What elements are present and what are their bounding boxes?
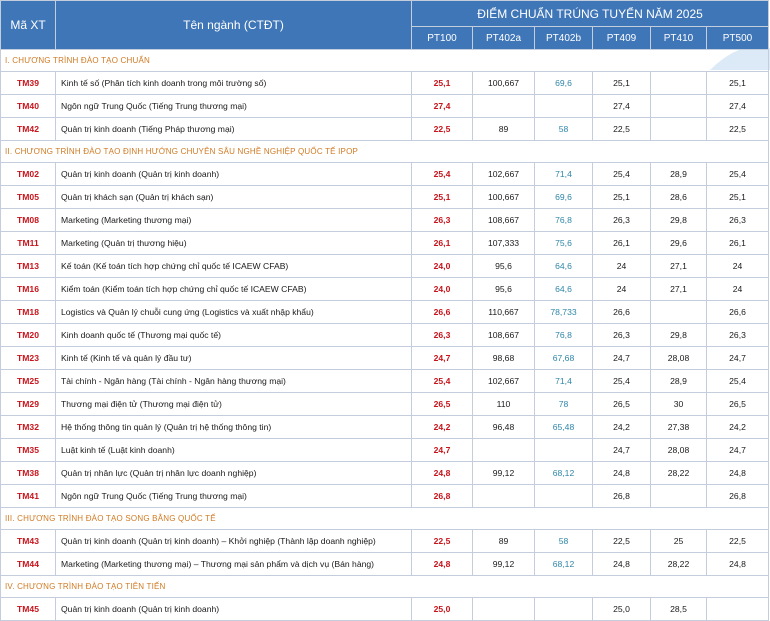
cell-name: Kế toán (Kế toán tích hợp chứng chỉ quốc tế ICAEW CFAB)	[56, 255, 412, 278]
cell-pt409: 24	[593, 278, 651, 301]
cell-pt100: 26,3	[412, 324, 473, 347]
cell-pt410: 28,9	[651, 370, 707, 393]
cell-pt402b	[535, 598, 593, 621]
cell-pt100: 24,7	[412, 439, 473, 462]
cell-pt100: 22,5	[412, 530, 473, 553]
cell-pt409: 25,0	[593, 598, 651, 621]
cell-pt409: 26,5	[593, 393, 651, 416]
cell-pt100: 24,8	[412, 553, 473, 576]
cell-pt500: 26,6	[707, 301, 769, 324]
cell-pt100: 25,4	[412, 163, 473, 186]
cell-pt500: 24,2	[707, 416, 769, 439]
cell-pt100: 25,1	[412, 72, 473, 95]
cell-code: TM08	[1, 209, 56, 232]
cell-pt402b	[535, 485, 593, 508]
cell-name: Marketing (Marketing thương mại) – Thương mại sản phẩm và dịch vụ (Bán hàng)	[56, 553, 412, 576]
cell-code: TM42	[1, 118, 56, 141]
cell-pt402b: 75,6	[535, 232, 593, 255]
header-pt402a: PT402a	[473, 27, 535, 50]
cell-code: TM39	[1, 72, 56, 95]
table-row	[1, 232, 769, 255]
cell-pt410: 27,38	[651, 416, 707, 439]
cell-pt402b: 71,4	[535, 370, 593, 393]
cell-name: Kiểm toán (Kiểm toán tích hợp chứng chỉ quốc tế ICAEW CFAB)	[56, 278, 412, 301]
header-group-title: ĐIỂM CHUẨN TRÚNG TUYỂN NĂM 2025	[412, 1, 769, 27]
section-title: I. CHƯƠNG TRÌNH ĐÀO TẠO CHUẨN	[1, 50, 769, 72]
cell-pt402a: 110	[473, 393, 535, 416]
cell-pt100: 25,1	[412, 186, 473, 209]
cell-name: Quản trị kinh doanh (Tiếng Pháp thương mại)	[56, 118, 412, 141]
cell-name: Kinh doanh quốc tế (Thương mại quốc tế)	[56, 324, 412, 347]
cell-pt402b: 65,48	[535, 416, 593, 439]
section-title: IV. CHƯƠNG TRÌNH ĐÀO TẠO TIÊN TIẾN	[1, 576, 769, 598]
cell-pt402b: 69,6	[535, 186, 593, 209]
cell-pt500: 24,7	[707, 439, 769, 462]
cell-pt100: 25,4	[412, 370, 473, 393]
cell-code: TM18	[1, 301, 56, 324]
cell-pt500: 24,7	[707, 347, 769, 370]
cell-pt500: 22,5	[707, 530, 769, 553]
cell-pt410: 28,6	[651, 186, 707, 209]
cell-pt409: 26,3	[593, 209, 651, 232]
cell-name: Quản trị kinh doanh (Quản trị kinh doanh) – Khởi nghiệp (Thành lập doanh nghiệp)	[56, 530, 412, 553]
cell-pt409: 25,4	[593, 163, 651, 186]
table-row	[1, 163, 769, 186]
cell-pt410: 29,6	[651, 232, 707, 255]
cell-pt500: 27,4	[707, 95, 769, 118]
cell-pt402b: 67,68	[535, 347, 593, 370]
cell-code: TM38	[1, 462, 56, 485]
cell-pt402b	[535, 95, 593, 118]
cell-name: Tài chính - Ngân hàng (Tài chính - Ngân hàng thương mại)	[56, 370, 412, 393]
cell-pt409: 25,4	[593, 370, 651, 393]
table-row	[1, 278, 769, 301]
cell-pt410: 27,1	[651, 255, 707, 278]
cell-pt409: 26,1	[593, 232, 651, 255]
header-pt409: PT409	[593, 27, 651, 50]
cell-pt100: 22,5	[412, 118, 473, 141]
cell-pt402b: 64,6	[535, 278, 593, 301]
cell-pt410: 28,22	[651, 553, 707, 576]
cell-pt402a: 100,667	[473, 72, 535, 95]
cell-code: TM16	[1, 278, 56, 301]
cell-pt402b: 68,12	[535, 462, 593, 485]
cell-pt410	[651, 301, 707, 324]
cell-pt500: 26,3	[707, 324, 769, 347]
cell-name: Ngôn ngữ Trung Quốc (Tiếng Trung thương mại)	[56, 95, 412, 118]
cell-pt500	[707, 598, 769, 621]
cell-name: Kinh tế số (Phân tích kinh doanh trong môi trường số)	[56, 72, 412, 95]
cell-pt500: 22,5	[707, 118, 769, 141]
cell-pt409: 24,7	[593, 347, 651, 370]
cell-pt100: 26,6	[412, 301, 473, 324]
cell-name: Quản trị nhân lực (Quản trị nhân lực doanh nghiệp)	[56, 462, 412, 485]
cell-code: TM35	[1, 439, 56, 462]
table-row	[1, 95, 769, 118]
cell-code: TM41	[1, 485, 56, 508]
table-row	[1, 301, 769, 324]
table-row	[1, 393, 769, 416]
table-row	[1, 530, 769, 553]
cell-pt402a	[473, 485, 535, 508]
cell-pt402b: 78	[535, 393, 593, 416]
cell-pt402a: 99,12	[473, 553, 535, 576]
table-row	[1, 118, 769, 141]
cell-pt409: 26,8	[593, 485, 651, 508]
cell-pt500: 25,4	[707, 163, 769, 186]
cell-name: Kinh tế (Kinh tế và quản lý đầu tư)	[56, 347, 412, 370]
cell-pt402a	[473, 95, 535, 118]
table-row	[1, 553, 769, 576]
cell-name: Ngôn ngữ Trung Quốc (Tiếng Trung thương mại)	[56, 485, 412, 508]
cell-code: TM32	[1, 416, 56, 439]
cell-code: TM11	[1, 232, 56, 255]
cell-name: Marketing (Quản trị thương hiệu)	[56, 232, 412, 255]
cell-pt402a: 89	[473, 530, 535, 553]
cell-pt402a	[473, 439, 535, 462]
cell-pt100: 25,0	[412, 598, 473, 621]
cell-code: TM02	[1, 163, 56, 186]
cell-pt402a: 99,12	[473, 462, 535, 485]
cell-pt410	[651, 118, 707, 141]
cell-pt409: 26,6	[593, 301, 651, 324]
cell-pt402a: 98,68	[473, 347, 535, 370]
cell-pt402b: 58	[535, 530, 593, 553]
section-row	[1, 576, 769, 598]
cell-pt409: 24,8	[593, 553, 651, 576]
cell-pt410: 29,8	[651, 324, 707, 347]
cell-pt500: 24	[707, 278, 769, 301]
cell-name: Luật kinh tế (Luật kinh doanh)	[56, 439, 412, 462]
cell-pt402a: 96,48	[473, 416, 535, 439]
cell-name: Marketing (Marketing thương mại)	[56, 209, 412, 232]
cell-pt402a: 102,667	[473, 370, 535, 393]
cell-pt500: 24,8	[707, 462, 769, 485]
header-pt410: PT410	[651, 27, 707, 50]
cell-pt402b: 69,6	[535, 72, 593, 95]
table-row	[1, 370, 769, 393]
cell-pt500: 26,5	[707, 393, 769, 416]
cell-name: Quản trị kinh doanh (Quản trị kinh doanh)	[56, 598, 412, 621]
section-title: III. CHƯƠNG TRÌNH ĐÀO TẠO SONG BẰNG QUỐC TẾ	[1, 508, 769, 530]
cell-pt100: 24,8	[412, 462, 473, 485]
cell-pt410: 25	[651, 530, 707, 553]
cell-code: TM44	[1, 553, 56, 576]
cell-pt410	[651, 485, 707, 508]
cell-name: Logistics và Quản lý chuỗi cung ứng (Logistics và xuất nhập khẩu)	[56, 301, 412, 324]
cell-name: Hệ thống thông tin quản lý (Quản trị hệ thống thông tin)	[56, 416, 412, 439]
section-title: II. CHƯƠNG TRÌNH ĐÀO TẠO ĐỊNH HƯỚNG CHUYÊN SÂU NGHỀ NGHIỆP QUỐC TẾ IPOP	[1, 141, 769, 163]
cell-pt402b: 76,8	[535, 209, 593, 232]
cell-pt500: 26,1	[707, 232, 769, 255]
table-row	[1, 186, 769, 209]
cell-pt500: 26,3	[707, 209, 769, 232]
cell-pt402b: 76,8	[535, 324, 593, 347]
cell-pt100: 26,8	[412, 485, 473, 508]
cell-code: TM40	[1, 95, 56, 118]
table-body	[1, 50, 769, 621]
cell-pt409: 26,3	[593, 324, 651, 347]
cell-pt410: 28,22	[651, 462, 707, 485]
cell-pt500: 25,1	[707, 186, 769, 209]
cell-pt402b: 78,733	[535, 301, 593, 324]
cell-pt402a	[473, 598, 535, 621]
cell-code: TM13	[1, 255, 56, 278]
table-row	[1, 347, 769, 370]
cell-pt402b: 58	[535, 118, 593, 141]
cell-name: Thương mại điện tử (Thương mại điện tử)	[56, 393, 412, 416]
cell-pt402a: 100,667	[473, 186, 535, 209]
cell-code: TM20	[1, 324, 56, 347]
cell-pt410	[651, 72, 707, 95]
cell-pt409: 22,5	[593, 530, 651, 553]
cell-pt100: 27,4	[412, 95, 473, 118]
cell-code: TM45	[1, 598, 56, 621]
cell-pt402b: 64,6	[535, 255, 593, 278]
cell-pt409: 27,4	[593, 95, 651, 118]
cell-pt402a: 95,6	[473, 278, 535, 301]
header-program-name: Tên ngành (CTĐT)	[56, 1, 412, 50]
cell-pt409: 24,8	[593, 462, 651, 485]
cell-name: Quản trị khách sạn (Quản trị khách sạn)	[56, 186, 412, 209]
table-row	[1, 462, 769, 485]
cell-pt402a: 108,667	[473, 209, 535, 232]
cell-pt402a: 95,6	[473, 255, 535, 278]
cell-pt410: 28,08	[651, 347, 707, 370]
cell-pt500: 26,8	[707, 485, 769, 508]
table-row	[1, 598, 769, 621]
cell-pt402b: 71,4	[535, 163, 593, 186]
cell-pt410: 28,08	[651, 439, 707, 462]
cell-code: TM23	[1, 347, 56, 370]
cell-pt409: 24,7	[593, 439, 651, 462]
cell-pt100: 24,7	[412, 347, 473, 370]
cell-pt409: 25,1	[593, 72, 651, 95]
cell-pt410: 28,9	[651, 163, 707, 186]
cell-pt410: 28,5	[651, 598, 707, 621]
header-pt500: PT500	[707, 27, 769, 50]
cell-pt500: 25,1	[707, 72, 769, 95]
cell-name: Quản trị kinh doanh (Quản trị kinh doanh)	[56, 163, 412, 186]
section-row	[1, 141, 769, 163]
section-row	[1, 508, 769, 530]
cell-pt410: 29,8	[651, 209, 707, 232]
cell-pt402a: 89	[473, 118, 535, 141]
header-pt100: PT100	[412, 27, 473, 50]
header-code: Mã XT	[1, 1, 56, 50]
cell-pt100: 26,5	[412, 393, 473, 416]
cell-pt402a: 110,667	[473, 301, 535, 324]
cell-pt410: 27,1	[651, 278, 707, 301]
section-row	[1, 50, 769, 72]
cell-pt402a: 107,333	[473, 232, 535, 255]
cell-pt409: 25,1	[593, 186, 651, 209]
table-row	[1, 324, 769, 347]
cell-pt410: 30	[651, 393, 707, 416]
cell-code: TM25	[1, 370, 56, 393]
table-row	[1, 439, 769, 462]
table-row	[1, 416, 769, 439]
cell-pt100: 24,2	[412, 416, 473, 439]
cell-code: TM05	[1, 186, 56, 209]
cell-pt409: 24	[593, 255, 651, 278]
table-row	[1, 485, 769, 508]
cell-pt410	[651, 95, 707, 118]
header-pt402b: PT402b	[535, 27, 593, 50]
cell-pt402a: 102,667	[473, 163, 535, 186]
cell-pt100: 24,0	[412, 255, 473, 278]
table-row	[1, 209, 769, 232]
cell-pt100: 24,0	[412, 278, 473, 301]
cell-pt409: 24,2	[593, 416, 651, 439]
cell-pt402b: 68,12	[535, 553, 593, 576]
cell-code: TM43	[1, 530, 56, 553]
table-row	[1, 255, 769, 278]
cell-pt500: 25,4	[707, 370, 769, 393]
cell-pt100: 26,3	[412, 209, 473, 232]
cell-pt100: 26,1	[412, 232, 473, 255]
cell-code: TM29	[1, 393, 56, 416]
cell-pt500: 24,8	[707, 553, 769, 576]
cell-pt500: 24	[707, 255, 769, 278]
cell-pt402b	[535, 439, 593, 462]
cell-pt409: 22,5	[593, 118, 651, 141]
table-row	[1, 72, 769, 95]
cell-pt402a: 108,667	[473, 324, 535, 347]
